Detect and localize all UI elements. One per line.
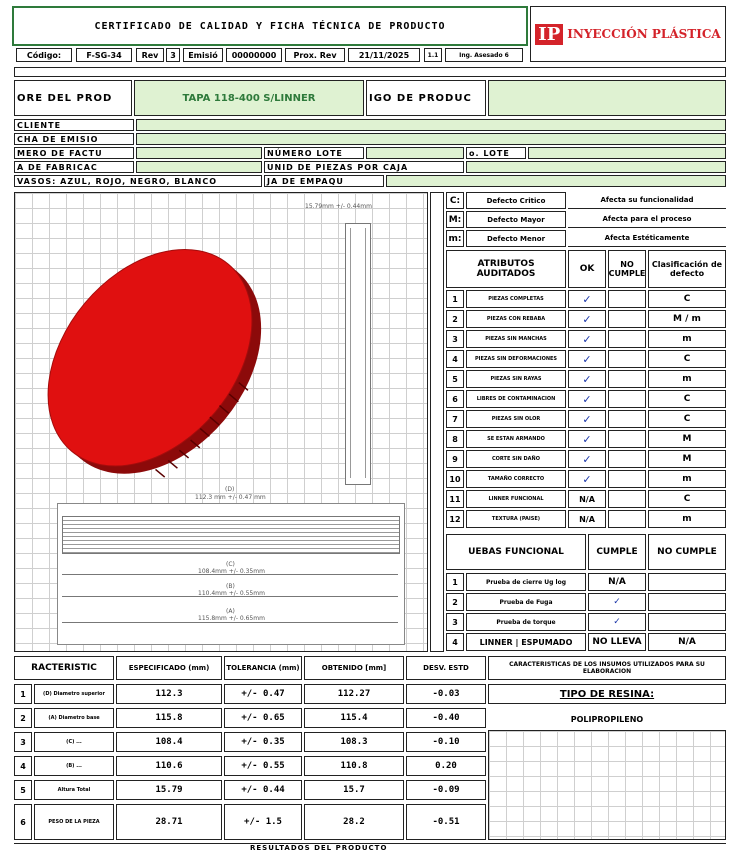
test-row-number: 2 xyxy=(446,593,464,611)
attr-row-number: 6 xyxy=(446,390,464,408)
measure-row-esp: 108.4 xyxy=(116,732,222,752)
measure-row-desv: -0.09 xyxy=(406,780,486,800)
attr-row-cls: m xyxy=(648,330,726,348)
fabricacion-label: A DE FABRICAC xyxy=(14,161,134,173)
attr-row-name: TEXTURA (PAISE) xyxy=(466,510,566,528)
attr-row-ok: ✓ xyxy=(568,450,606,468)
measure-row-number: 4 xyxy=(14,756,32,776)
codigo-value: F-SG-34 xyxy=(76,48,132,62)
test-row-number: 3 xyxy=(446,613,464,631)
resina-value: POLIPROPILENO xyxy=(488,710,726,728)
logo xyxy=(530,6,726,62)
measure-row-obt: 110.8 xyxy=(304,756,404,776)
attr-row-ok: ✓ xyxy=(568,470,606,488)
attr-header: ATRIBUTOS AUDITADOS xyxy=(446,250,566,288)
factura-label: MERO DE FACTU xyxy=(14,147,134,159)
measure-row-name: (C) ... xyxy=(34,732,114,752)
measure-row-number: 2 xyxy=(14,708,32,728)
defect-label-3: Defecto Menor xyxy=(466,230,566,247)
defect-code-2: M: xyxy=(446,211,464,228)
test-row-cumple: ✓ xyxy=(588,593,646,611)
test-row-nc xyxy=(648,613,726,631)
attr-row-cls: C xyxy=(648,390,726,408)
measure-row-tol: +/- 0.44 xyxy=(224,780,302,800)
rev-value: 3 xyxy=(166,48,180,62)
page-title: CERTIFICADO DE CALIDAD Y FICHA TÉCNICA DE PRODUCTO xyxy=(94,20,446,32)
caract-header: RACTERISTIC xyxy=(14,656,114,680)
tag-d: (D) xyxy=(225,486,235,493)
measure-row-number: 6 xyxy=(14,804,32,840)
nombre-value: TAPA 118-400 S/LINNER xyxy=(134,80,364,116)
attr-row-cls: m xyxy=(648,370,726,388)
attr-row-cls: M xyxy=(648,450,726,468)
attr-row-nc xyxy=(608,410,646,428)
emision-value: 00000000 xyxy=(226,48,282,62)
attr-row-ok: ✓ xyxy=(568,370,606,388)
cap-3d-image xyxy=(35,213,275,503)
drawing-area xyxy=(14,192,428,652)
attr-row-number: 9 xyxy=(446,450,464,468)
attr-row-name: CORTE SIN DAÑO xyxy=(466,450,566,468)
measure-row-obt: 108.3 xyxy=(304,732,404,752)
measure-row-desv: 0.20 xyxy=(406,756,486,776)
page-label: 1.1 xyxy=(424,48,442,62)
measure-row-tol: +/- 0.47 xyxy=(224,684,302,704)
attr-row-nc xyxy=(608,350,646,368)
logo-text: INYECCIÓN PLÁSTICA xyxy=(567,27,721,41)
attr-row-name: LIBRES DE CONTAMINACION xyxy=(466,390,566,408)
attr-row-ok: ✓ xyxy=(568,290,606,308)
attr-row-ok: N/A xyxy=(568,510,606,528)
measure-row-esp: 110.6 xyxy=(116,756,222,776)
attr-row-cls: M xyxy=(648,430,726,448)
divider-column xyxy=(430,192,444,652)
tests-cumple-header: CUMPLE xyxy=(588,534,646,570)
measure-row-number: 5 xyxy=(14,780,32,800)
piezas-label: UNID DE PIEZAS POR CAJA xyxy=(264,161,464,173)
attr-row-number: 8 xyxy=(446,430,464,448)
tol-header: TOLERANCIA (mm) xyxy=(224,656,302,680)
measure-row-obt: 28.2 xyxy=(304,804,404,840)
test-row-number: 4 xyxy=(446,633,464,651)
attr-row-number: 3 xyxy=(446,330,464,348)
test-row-nc: N/A xyxy=(648,633,726,651)
attr-row-number: 1 xyxy=(446,290,464,308)
caract-insumos-title: CARACTERISTICAS DE LOS INSUMOS UTILIZADOS PARA SU ELABORACION xyxy=(488,656,726,680)
defect-desc-3: Afecta Estéticamente xyxy=(568,230,726,247)
defect-code-3: m: xyxy=(446,230,464,247)
measure-row-number: 1 xyxy=(14,684,32,704)
attr-row-nc xyxy=(608,330,646,348)
attr-row-nc xyxy=(608,510,646,528)
attr-row-ok: ✓ xyxy=(568,350,606,368)
attr-row-cls: M / m xyxy=(648,310,726,328)
ing-label: Ing. Asesado 6 xyxy=(445,48,523,62)
tag-b: (B) xyxy=(226,583,235,590)
cliente-label: CLIENTE xyxy=(14,119,134,131)
prox-rev-label: Prox. Rev xyxy=(285,48,345,62)
measure-row-tol: +/- 0.55 xyxy=(224,756,302,776)
measure-row-esp: 115.8 xyxy=(116,708,222,728)
measure-row-tol: +/- 1.5 xyxy=(224,804,302,840)
attr-row-name: SE ESTAN ARMANDO xyxy=(466,430,566,448)
test-row-name: Prueba de Fuga xyxy=(466,593,586,611)
emision-label: Emisió xyxy=(183,48,223,62)
test-row-cumple: N/A xyxy=(588,573,646,591)
empaque-value xyxy=(386,175,726,187)
cantidad-lote-label: o. LOTE xyxy=(466,147,526,159)
dim-side-label: 15.79mm +/- 0.44mm xyxy=(305,203,372,210)
dim-a-label: 115.8mm +/- 0.65mm xyxy=(198,615,265,622)
defect-label-1: Defecto Critico xyxy=(466,192,566,209)
measure-row-obt: 15.7 xyxy=(304,780,404,800)
test-row-number: 1 xyxy=(446,573,464,591)
piezas-value xyxy=(466,161,726,173)
attr-row-cls: C xyxy=(648,490,726,508)
attr-row-number: 10 xyxy=(446,470,464,488)
attr-row-number: 5 xyxy=(446,370,464,388)
resina-title: TIPO DE RESINA: xyxy=(488,684,726,704)
obt-header: OBTENIDO [mm] xyxy=(304,656,404,680)
vasos-label: VASOS: AZUL, ROJO, NEGRO, BLANCO xyxy=(14,175,262,187)
attr-row-cls: m xyxy=(648,510,726,528)
attr-row-number: 4 xyxy=(446,350,464,368)
attr-row-ok: ✓ xyxy=(568,390,606,408)
measure-row-esp: 28.71 xyxy=(116,804,222,840)
side-profile xyxy=(345,223,371,485)
test-row-name: Prueba de torque xyxy=(466,613,586,631)
cliente-value xyxy=(136,119,726,131)
attr-row-name: PIEZAS SIN MANCHAS xyxy=(466,330,566,348)
test-row-name: Prueba de cierre Ug log xyxy=(466,573,586,591)
measure-row-desv: -0.03 xyxy=(406,684,486,704)
clasif-header: Clasificación de defecto xyxy=(648,250,726,288)
attr-row-nc xyxy=(608,310,646,328)
attr-row-number: 7 xyxy=(446,410,464,428)
measure-row-number: 3 xyxy=(14,732,32,752)
test-row-cumple: ✓ xyxy=(588,613,646,631)
desv-header: DESV. ESTD xyxy=(406,656,486,680)
attr-row-cls: C xyxy=(648,350,726,368)
attr-row-cls: m xyxy=(648,470,726,488)
attr-row-number: 2 xyxy=(446,310,464,328)
attr-row-ok: ✓ xyxy=(568,430,606,448)
measure-row-desv: -0.40 xyxy=(406,708,486,728)
attr-row-ok: N/A xyxy=(568,490,606,508)
cantidad-lote-value xyxy=(528,147,726,159)
attr-row-name: PIEZAS COMPLETAS xyxy=(466,290,566,308)
dim-top-label: 112.3 mm +/- 0.47 mm xyxy=(195,494,266,501)
defect-desc-2: Afecta para el proceso xyxy=(568,211,726,228)
attr-row-name: TAMAÑO CORRECTO xyxy=(466,470,566,488)
no-cumple-header: NO CUMPLE xyxy=(608,250,646,288)
test-row-nc xyxy=(648,573,726,591)
tests-no-cumple-header: NO CUMPLE xyxy=(648,534,726,570)
tests-header: UEBAS FUNCIONAL xyxy=(446,534,586,570)
attr-row-nc xyxy=(608,470,646,488)
dim-b-label: 110.4mm +/- 0.55mm xyxy=(198,590,265,597)
attr-row-ok: ✓ xyxy=(568,410,606,428)
measure-row-tol: +/- 0.35 xyxy=(224,732,302,752)
logo-mark: IP xyxy=(535,24,563,45)
attr-row-nc xyxy=(608,490,646,508)
attr-row-ok: ✓ xyxy=(568,310,606,328)
attr-row-name: LINNER FUNCIONAL xyxy=(466,490,566,508)
codigo-label: Código: xyxy=(16,48,72,62)
tag-a: (A) xyxy=(226,608,235,615)
attr-row-nc xyxy=(608,390,646,408)
footer-text: RESULTADOS DEL PRODUCTO xyxy=(250,844,388,852)
codigo-producto-value xyxy=(488,80,726,116)
measure-row-obt: 115.4 xyxy=(304,708,404,728)
test-row-nc xyxy=(648,593,726,611)
measure-row-name: PESO DE LA PIEZA xyxy=(34,804,114,840)
attr-row-nc xyxy=(608,450,646,468)
measure-row-desv: -0.10 xyxy=(406,732,486,752)
prox-rev-value: 21/11/2025 xyxy=(348,48,420,62)
attr-row-name: PIEZAS SIN OLOR xyxy=(466,410,566,428)
empaque-label: JA DE EMPAQU xyxy=(264,175,384,187)
measure-row-tol: +/- 0.65 xyxy=(224,708,302,728)
measure-row-desv: -0.51 xyxy=(406,804,486,840)
tag-c: (C) xyxy=(226,561,235,568)
fecha-emision-value xyxy=(136,133,726,145)
test-row-cumple: NO LLEVA xyxy=(588,633,646,651)
esp-header: ESPECIFICADO (mm) xyxy=(116,656,222,680)
attr-row-cls: C xyxy=(648,410,726,428)
attr-row-ok: ✓ xyxy=(568,330,606,348)
codigo-producto-label: IGO DE PRODUC xyxy=(366,80,486,116)
defect-desc-1: Afecta su funcionalidad xyxy=(568,192,726,209)
notes-grid xyxy=(488,730,726,840)
attr-row-cls: C xyxy=(648,290,726,308)
attr-row-nc xyxy=(608,290,646,308)
measure-row-name: Altura Total xyxy=(34,780,114,800)
test-row-name: LINNER | ESPUMADO xyxy=(466,633,586,651)
measure-row-obt: 112.27 xyxy=(304,684,404,704)
nombre-label: ORE DEL PROD xyxy=(14,80,132,116)
defect-code-1: C: xyxy=(446,192,464,209)
measure-row-esp: 112.3 xyxy=(116,684,222,704)
attr-row-number: 12 xyxy=(446,510,464,528)
fabricacion-value xyxy=(136,161,262,173)
numero-lote-label: NÚMERO LOTE xyxy=(264,147,364,159)
measure-row-name: (D) Diametro superior xyxy=(34,684,114,704)
section-drawing xyxy=(57,503,405,645)
measure-row-esp: 15.79 xyxy=(116,780,222,800)
defect-label-2: Defecto Mayor xyxy=(466,211,566,228)
attr-row-number: 11 xyxy=(446,490,464,508)
attr-row-nc xyxy=(608,430,646,448)
measure-row-name: (B) ... xyxy=(34,756,114,776)
ok-header: OK xyxy=(568,250,606,288)
attr-row-name: PIEZAS CON REBABA xyxy=(466,310,566,328)
fecha-emision-label: CHA DE EMISIO xyxy=(14,133,134,145)
factura-value xyxy=(136,147,262,159)
measure-row-name: (A) Diametro base xyxy=(34,708,114,728)
attr-row-nc xyxy=(608,370,646,388)
title-box xyxy=(12,6,528,46)
separator-bar xyxy=(14,67,726,77)
attr-row-name: PIEZAS SIN DEFORMACIONES xyxy=(466,350,566,368)
numero-lote-value xyxy=(366,147,464,159)
dim-c-label: 108.4mm +/- 0.35mm xyxy=(198,568,265,575)
attr-row-name: PIEZAS SIN RAYAS xyxy=(466,370,566,388)
rev-label: Rev xyxy=(136,48,164,62)
